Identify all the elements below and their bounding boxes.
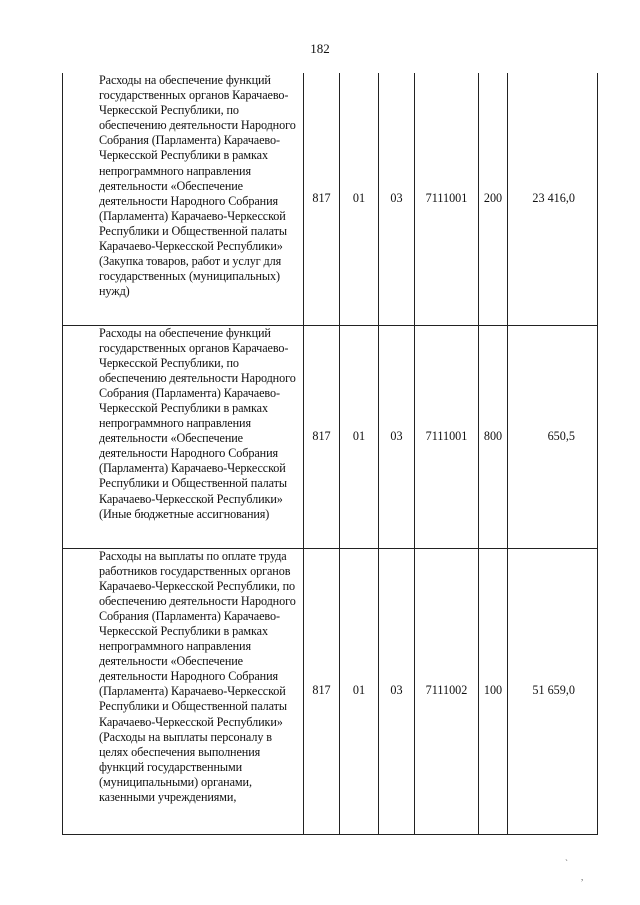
target-article-code: 7111001: [415, 73, 479, 325]
ministry-code: 817: [304, 325, 340, 548]
subsection-code: 03: [379, 73, 415, 325]
expense-type-code: 100: [479, 548, 508, 834]
row-description: Расходы на выплаты по оплате труда работников государственных органов Карачаево-Черкесской Республики, по обеспечению деятельности Народного Собрания (Парламента) Карачаево-Черкесской Республики в рамках непрограммного направления деятельности «Обеспечение деятельности Народного Собрания (Парламента) Карачаево-Черкесской Республики и Общественной палаты Карачаево-Черкесской Республики» (Расходы на выплаты персоналу в целях обеспечения выполнения функций государственными (муниципальными) органами, казенными учреждениями,: [63, 548, 304, 834]
table-row: [63, 325, 598, 548]
target-article-code: 7111001: [415, 325, 479, 548]
ministry-code: 817: [304, 548, 340, 834]
table-row: [63, 73, 598, 325]
target-article-code: 7111002: [415, 548, 479, 834]
row-description: Расходы на обеспечение функций государственных органов Карачаево-Черкесской Республики, по обеспечению деятельности Народного Собрания (Парламента) Карачаево-Черкесской Республики в рамках непрограммного направления деятельности «Обеспечение деятельности Народного Собрания (Парламента) Карачаево-Черкесской Республики и Общественной палаты Карачаево-Черкесской Республики» (Закупка товаров, работ и услуг для государственных (муниципальных) нужд): [63, 73, 304, 325]
subsection-code: 03: [379, 548, 415, 834]
amount-value: 51 659,0: [508, 548, 598, 834]
section-code: 01: [340, 325, 379, 548]
page-number: 182: [310, 41, 330, 56]
row-description: Расходы на обеспечение функций государственных органов Карачаево-Черкесской Республики, по обеспечению деятельности Народного Собрания (Парламента) Карачаево-Черкесской Республики в рамках непрограммного направления деятельности «Обеспечение деятельности Народного Собрания (Парламента) Карачаево-Черкесской Республики и Общественной палаты Карачаево-Черкесской Республики» (Иные бюджетные ассигнования): [63, 325, 304, 548]
expense-type-code: 200: [479, 73, 508, 325]
table-row: [63, 548, 598, 834]
scan-speck: `: [565, 858, 568, 868]
amount-value: 650,5: [508, 325, 598, 548]
subsection-code: 03: [379, 325, 415, 548]
scan-speck: ,: [581, 872, 584, 882]
ministry-code: 817: [304, 73, 340, 325]
budget-table: [62, 73, 598, 835]
amount-value: 23 416,0: [508, 73, 598, 325]
expense-type-code: 800: [479, 325, 508, 548]
section-code: 01: [340, 548, 379, 834]
section-code: 01: [340, 73, 379, 325]
